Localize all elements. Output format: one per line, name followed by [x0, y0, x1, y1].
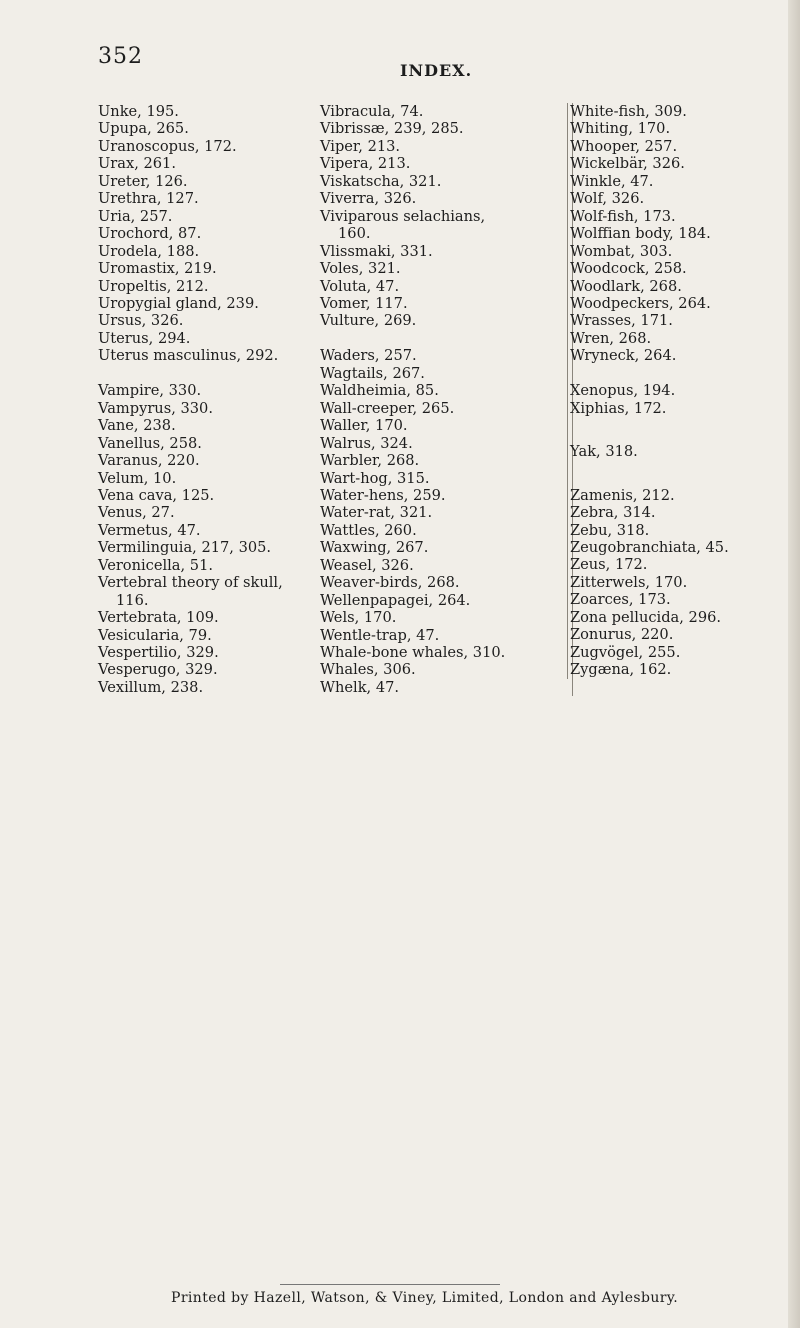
index-entry: Zamenis, 212. — [570, 486, 675, 504]
index-entry: Venus, 27. — [98, 504, 175, 522]
index-entry: Wolf, 326. — [570, 190, 645, 208]
index-entry: Uterus, 294. — [98, 329, 191, 347]
index-entry: Woodcock, 258. — [570, 260, 687, 278]
index-entry: Zonurus, 220. — [570, 626, 674, 644]
index-entry: Zebra, 314. — [570, 504, 656, 522]
index-entry: Water-rat, 321. — [320, 504, 433, 522]
index-entry: Urax, 261. — [98, 155, 176, 173]
page-edge — [788, 0, 800, 1328]
index-entry: Vipera, 213. — [320, 155, 411, 173]
index-entry: Wagtails, 267. — [320, 364, 425, 382]
index-column-2 — [320, 103, 573, 696]
index-column-1 — [98, 103, 320, 696]
index-entry: Wryneck, 264. — [570, 347, 677, 365]
index-entry: Vulture, 269. — [320, 312, 417, 330]
index-group-y — [570, 443, 792, 460]
index-group-v — [98, 382, 320, 696]
index-entry: Vibrissæ, 239, 285. — [320, 120, 464, 138]
index-entry: Waders, 257. — [320, 347, 417, 365]
index-entry: Wrasses, 171. — [570, 312, 673, 330]
index-entry: Viviparous selachians, — [320, 207, 486, 225]
index-entry: Voles, 321. — [320, 260, 401, 278]
index-group-v — [320, 103, 568, 330]
index-entry: White-fish, 309. — [570, 103, 687, 120]
index-entry: Zeugobranchiata, 45. — [570, 538, 729, 556]
index-entry: Wickelbär, 326. — [570, 155, 685, 173]
index-entry: Upupa, 265. — [98, 120, 189, 138]
index-entry: Whale-bone whales, 310. — [320, 644, 506, 662]
index-entry: Wolf-fish, 173. — [570, 207, 676, 225]
index-entry: Wattles, 260. — [320, 521, 417, 539]
index-entry: Waller, 170. — [320, 417, 408, 435]
index-entry: 116. — [116, 591, 149, 609]
index-entry: Vane, 238. — [98, 417, 176, 435]
index-entry: Whooper, 257. — [570, 137, 678, 155]
index-entry: Wellenpapagei, 264. — [320, 591, 471, 609]
index-entry: Ureter, 126. — [98, 172, 188, 190]
index-group-w — [570, 103, 792, 365]
index-entry: Urodela, 188. — [98, 242, 200, 260]
index-entry: Walrus, 324. — [320, 434, 413, 452]
index-entry: Varanus, 220. — [98, 452, 200, 470]
index-entry: Ursus, 326. — [98, 312, 184, 330]
index-entry: Zygæna, 162. — [570, 661, 672, 679]
index-entry: Whelk, 47. — [320, 678, 400, 696]
index-entry: Viper, 213. — [320, 137, 401, 155]
index-entry: Uranoscopus, 172. — [98, 137, 237, 155]
index-entry: Vespertilio, 329. — [98, 644, 219, 662]
index-entry: Uromastix, 219. — [98, 260, 217, 278]
page-number: 352 — [98, 44, 143, 69]
printer-imprint: Printed by Hazell, Watson, & Viney, Limited, London and Aylesbury. — [171, 1290, 679, 1306]
index-entry: Waldheimia, 85. — [320, 382, 439, 400]
index-entry: Weasel, 326. — [320, 556, 414, 574]
index-entry: Zoarces, 173. — [570, 591, 671, 609]
group-spacer — [98, 365, 320, 382]
index-entry: Yak, 318. — [570, 443, 638, 461]
index-entry: Zitterwels, 170. — [570, 573, 688, 591]
index-entry: Zugvögel, 255. — [570, 643, 681, 661]
index-entry: Vampire, 330. — [98, 382, 202, 400]
index-entry: Xiphias, 172. — [570, 399, 667, 417]
index-entry: Veronicella, 51. — [98, 556, 213, 574]
index-entry: Uria, 257. — [98, 207, 173, 225]
index-entry: Warbler, 268. — [320, 452, 420, 470]
index-entry: Vertebral theory of skull, — [98, 574, 283, 592]
index-entry: Vanellus, 258. — [98, 434, 202, 452]
index-entry: Velum, 10. — [98, 469, 177, 487]
index-entry: Waxwing, 267. — [320, 539, 429, 557]
index-entry: Whales, 306. — [320, 661, 416, 679]
index-entry: Viskatscha, 321. — [320, 172, 442, 190]
index-entry: Woodpeckers, 264. — [570, 294, 711, 312]
index-entry: Vibracula, 74. — [320, 103, 424, 120]
index-group-w — [320, 347, 568, 696]
running-head: INDEX. — [400, 61, 473, 80]
index-entry: Vena cava, 125. — [98, 486, 215, 504]
index-entry: Wentle-trap, 47. — [320, 626, 440, 644]
index-entry: Whiting, 170. — [570, 120, 671, 138]
group-spacer — [570, 417, 792, 443]
index-entry: Uropygial gland, 239. — [98, 294, 259, 312]
index-entry: Zebu, 318. — [570, 521, 650, 539]
index-entry: Weaver-birds, 268. — [320, 574, 460, 592]
index-entry: 160. — [338, 225, 371, 243]
index-entry: Vomer, 117. — [320, 294, 408, 312]
index-entry: Uterus masculinus, 292. — [98, 347, 279, 365]
index-entry: Urochord, 87. — [98, 225, 202, 243]
group-spacer — [570, 461, 792, 487]
index-entry: Wolffian body, 184. — [570, 225, 711, 243]
index-entry: Wels, 170. — [320, 609, 397, 627]
index-group-x — [570, 382, 792, 417]
index-entry: Vertebrata, 109. — [98, 609, 219, 627]
index-entry: Urethra, 127. — [98, 190, 199, 208]
index-entry: Wren, 268. — [570, 329, 652, 347]
index-entry: Wart-hog, 315. — [320, 469, 430, 487]
index-entry: Vlissmaki, 331. — [320, 242, 433, 260]
group-spacer — [320, 330, 568, 347]
index-column-3 — [567, 103, 792, 679]
index-entry: Winkle, 47. — [570, 172, 654, 190]
index-entry: Zona pellucida, 296. — [570, 608, 722, 626]
index-entry: Vermilinguia, 217, 305. — [98, 539, 272, 557]
index-entry: Viverra, 326. — [320, 190, 417, 208]
index-group-u — [98, 103, 320, 365]
index-entry: Voluta, 47. — [320, 277, 400, 295]
index-entry: Woodlark, 268. — [570, 277, 682, 295]
index-entry: Vesicularia, 79. — [98, 626, 212, 644]
index-entry: Xenopus, 194. — [570, 382, 676, 400]
index-entry: Vampyrus, 330. — [98, 399, 213, 417]
index-entry: Uropeltis, 212. — [98, 277, 209, 295]
index-entry: Wombat, 303. — [570, 242, 673, 260]
index-entry: Unke, 195. — [98, 103, 179, 120]
index-entry: Vesperugo, 329. — [98, 661, 218, 679]
index-entry: Zeus, 172. — [570, 556, 648, 574]
index-entry: Vermetus, 47. — [98, 521, 201, 539]
group-spacer — [570, 365, 792, 382]
index-entry: Wall-creeper, 265. — [320, 399, 455, 417]
index-entry: Water-hens, 259. — [320, 486, 446, 504]
footer-rule — [280, 1284, 500, 1285]
index-group-z — [570, 487, 792, 679]
index-entry: Vexillum, 238. — [98, 678, 204, 696]
